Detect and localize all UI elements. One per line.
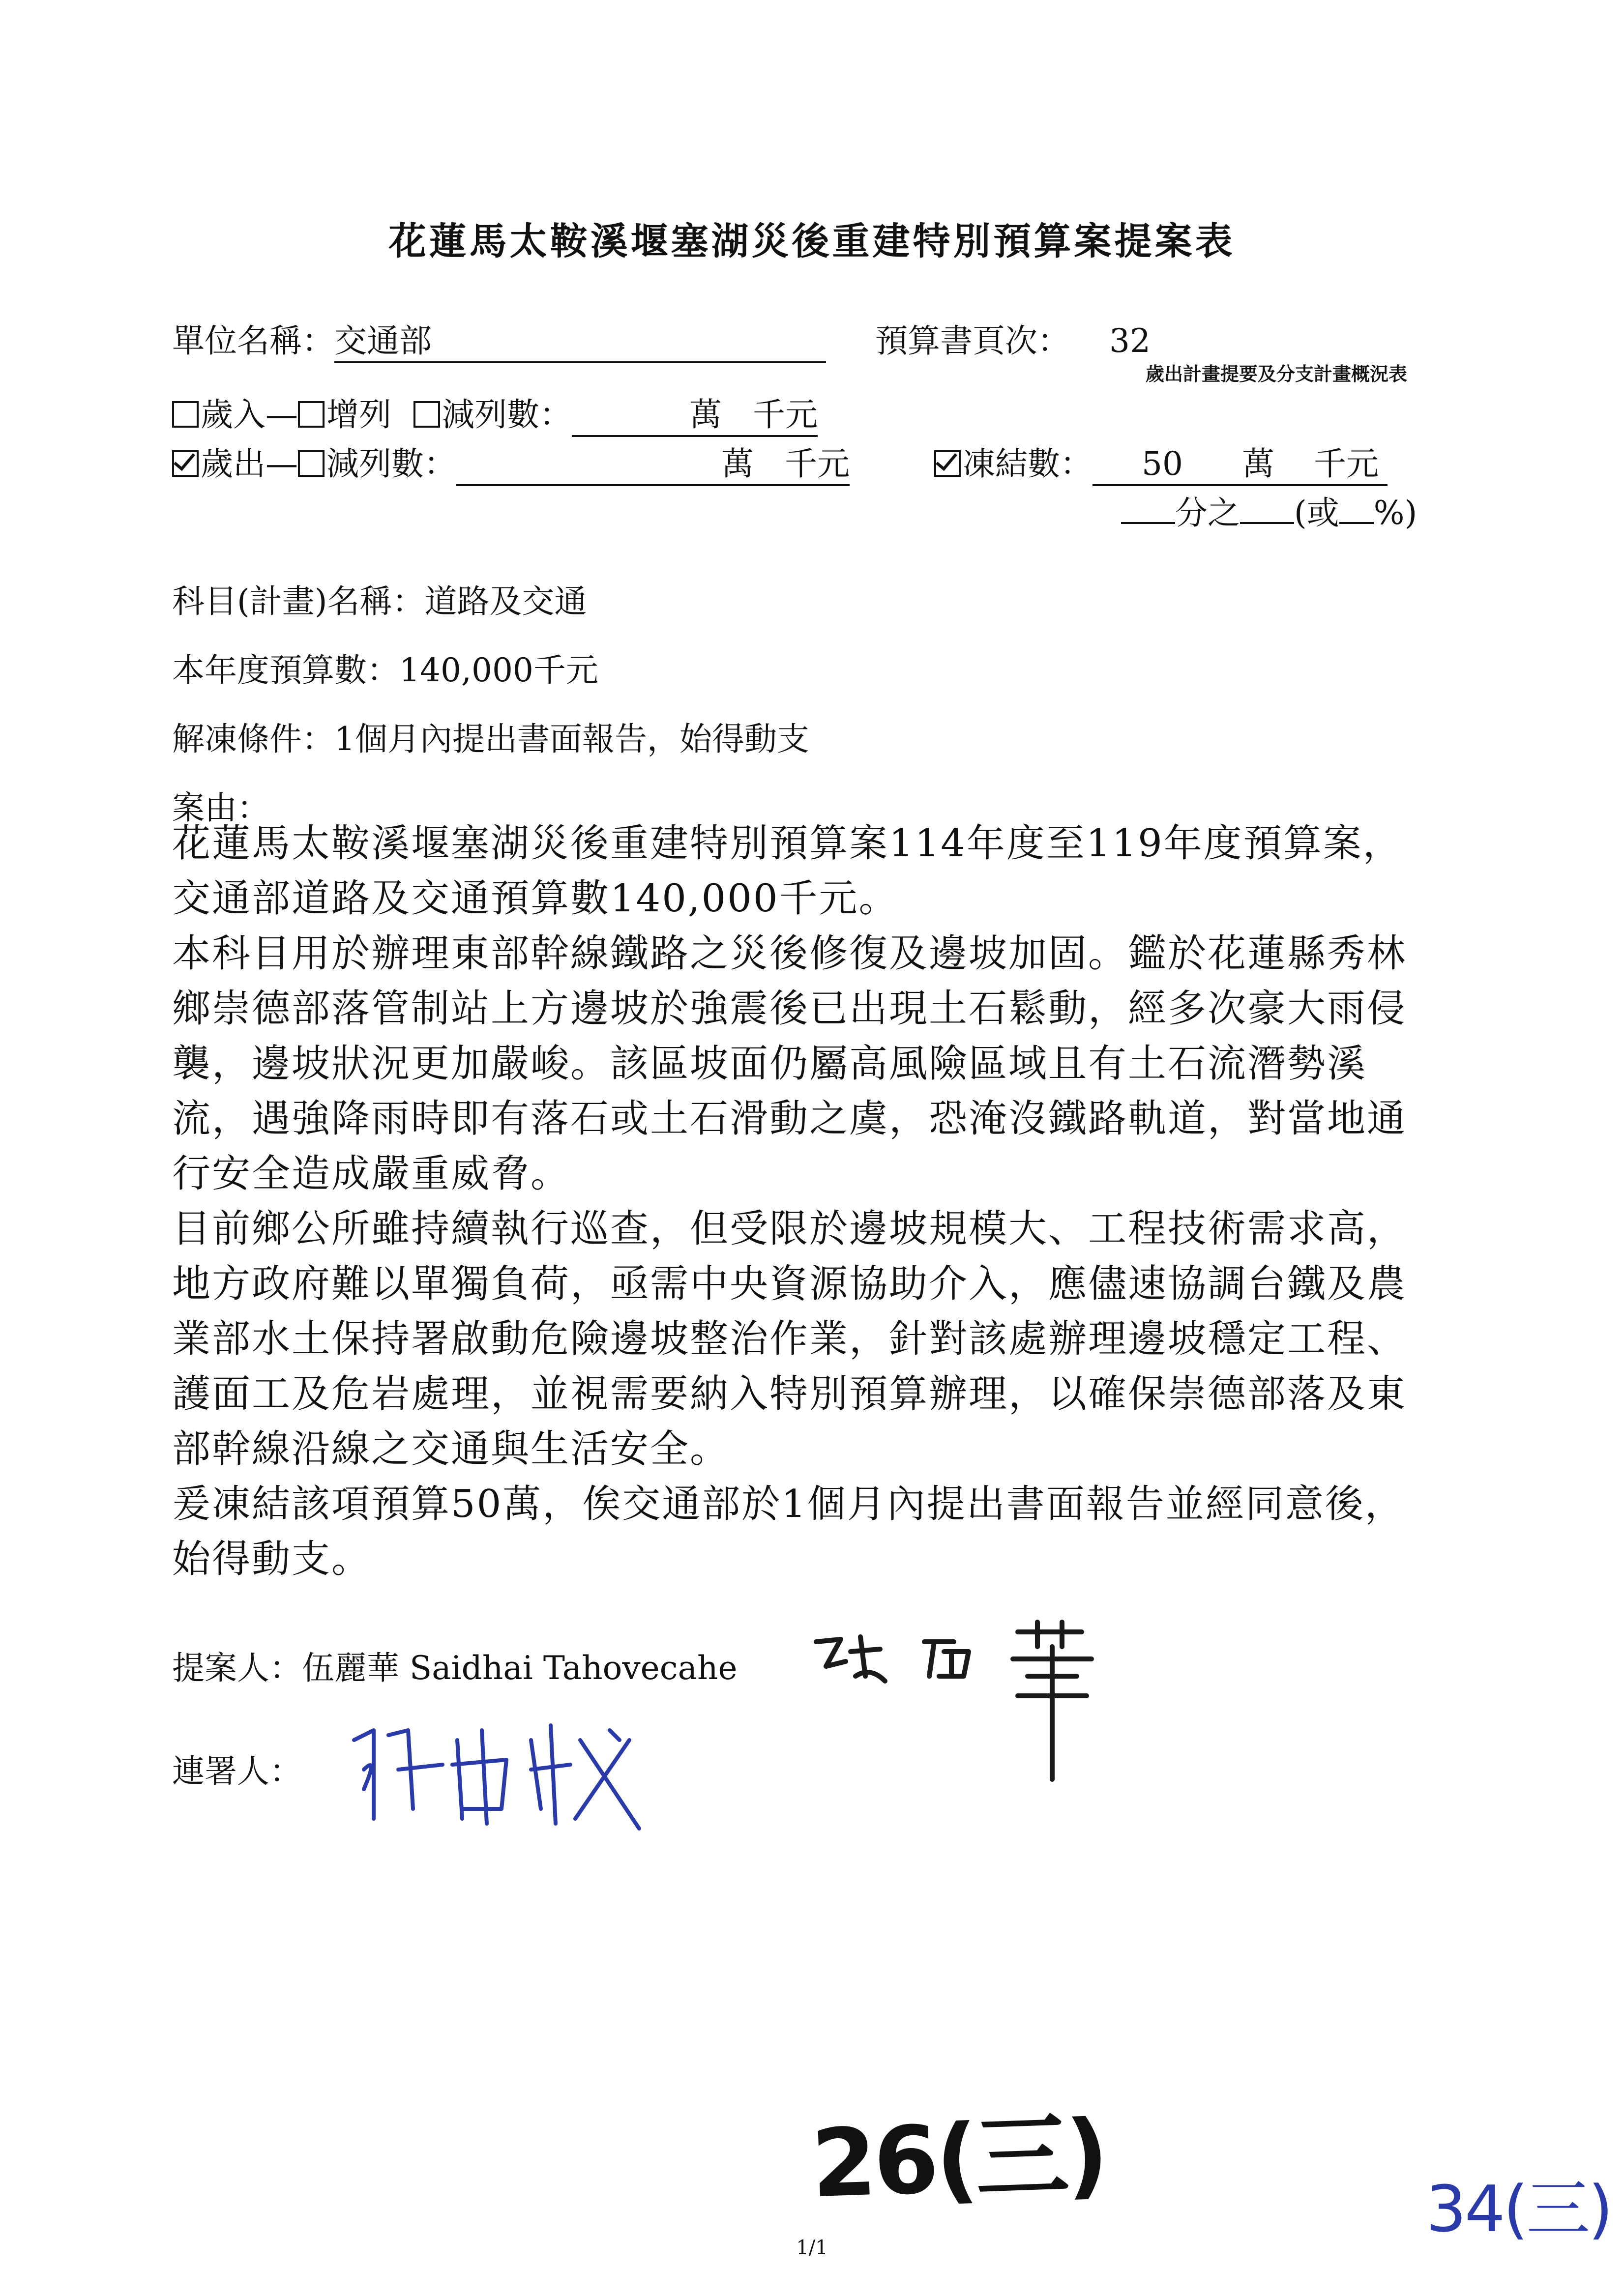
expense-checkbox[interactable] bbox=[172, 450, 199, 477]
subject-line: 科目(計畫)名稱：道路及交通 bbox=[172, 582, 587, 620]
fraction-numerator bbox=[1121, 522, 1175, 524]
page-label: 預算書頁次： bbox=[875, 322, 1070, 360]
page-row bbox=[875, 315, 1151, 361]
freeze-checkbox[interactable] bbox=[934, 450, 961, 477]
increase-label: 增列 bbox=[326, 396, 391, 434]
or-label: (或 bbox=[1294, 494, 1339, 532]
page-footer: 1/1 bbox=[796, 2237, 828, 2259]
freeze-value: 50 bbox=[1142, 445, 1183, 483]
decrease-amount bbox=[572, 388, 818, 437]
wan-unit: 萬 bbox=[721, 445, 754, 483]
fraction-label: 分之 bbox=[1175, 494, 1240, 532]
thousand-unit: 千元 bbox=[785, 445, 850, 483]
freeze-label: 凍結數： bbox=[963, 445, 1093, 483]
case-body bbox=[172, 816, 1431, 1587]
expense-decrease-label: 減列數： bbox=[326, 445, 456, 483]
proposer-signature bbox=[806, 1612, 1160, 1789]
unit-value: 交通部 bbox=[334, 315, 826, 363]
form-title: 花蓮馬太鞍溪堰塞湖災後重建特別預算案提案表 bbox=[388, 219, 1236, 263]
unit-row bbox=[172, 315, 826, 363]
body-paragraph: 花蓮馬太鞍溪堰塞湖災後重建特別預算案114年度至119年度預算案，交通部道路及交通預算數140,000千元。 bbox=[172, 821, 1403, 921]
proposer-row bbox=[172, 1642, 738, 1688]
proposer-label: 提案人： bbox=[172, 1649, 302, 1687]
expense-label: 歲出— bbox=[201, 445, 298, 483]
or-close: %) bbox=[1373, 494, 1417, 532]
handwritten-number-main: 26(三) bbox=[809, 2099, 1108, 2219]
cosigner-label: 連署人： bbox=[172, 1752, 302, 1790]
cosigner-signature bbox=[344, 1711, 659, 1838]
release-line: 解凍條件：1個月內提出書面報告，始得動支 bbox=[172, 720, 809, 758]
decrease-checkbox[interactable] bbox=[413, 401, 440, 428]
fraction-denominator bbox=[1240, 522, 1294, 524]
decrease-label: 減列數： bbox=[442, 396, 572, 434]
body-paragraph: 爰凍結該項預算50萬，俟交通部於1個月內提出書面報告並經同意後，始得動支。 bbox=[172, 1482, 1405, 1581]
expense-decrease-checkbox[interactable] bbox=[298, 450, 325, 477]
proposer-name: 伍麗華 Saidhai Tahovecahe bbox=[302, 1649, 738, 1687]
budget-line: 本年度預算數：140,000千元 bbox=[172, 651, 598, 689]
thousand-unit: 千元 bbox=[1313, 445, 1379, 483]
handwritten-number-side: 34(三) bbox=[1426, 2172, 1611, 2246]
body-paragraph: 目前鄉公所雖持續執行巡查，但受限於邊坡規模大、工程技術需求高，地方政府難以單獨負荷，亟需中央資源協助介入，應儘速協調台鐵及農業部水土保持署啟動危險邊坡整治作業，針對該處辦理邊坡穩定工程、護面工及危岩處理，並視需要納入特別預算辦理，以確保崇德部落及東部幹線沿線之交通與生活安全。 bbox=[172, 1207, 1407, 1471]
revenue-checkbox[interactable] bbox=[172, 401, 199, 428]
thousand-unit: 千元 bbox=[752, 396, 818, 434]
expense-decrease-amount bbox=[456, 437, 850, 486]
case-label: 案由： bbox=[172, 789, 269, 827]
freeze-amount bbox=[1093, 437, 1388, 486]
wan-unit: 萬 bbox=[689, 396, 722, 434]
revenue-label: 歲入— bbox=[201, 396, 298, 434]
revenue-row bbox=[172, 388, 818, 437]
unit-label: 單位名稱： bbox=[172, 322, 334, 360]
increase-checkbox[interactable] bbox=[298, 401, 325, 428]
body-paragraph: 本科目用於辦理東部幹線鐵路之災後修復及邊坡加固。鑑於花蓮縣秀林鄉崇德部落管制站上方邊坡於強震後已出現土石鬆動，經多次豪大雨侵襲，邊坡狀況更加嚴峻。該區坡面仍屬高風險區域且有土石流潛勢溪流，遇強降雨時即有落石或土石滑動之虞，恐淹沒鐵路軌道，對當地通行安全造成嚴重威脅。 bbox=[172, 931, 1407, 1196]
percent-blank bbox=[1339, 522, 1374, 524]
expense-row bbox=[172, 437, 850, 486]
page-value: 32 bbox=[1109, 322, 1151, 360]
wan-unit: 萬 bbox=[1241, 445, 1274, 483]
freeze-row bbox=[934, 437, 1388, 486]
page-note: 歲出計畫提要及分支計畫概況表 bbox=[1146, 363, 1408, 385]
fraction-row bbox=[1121, 487, 1417, 533]
